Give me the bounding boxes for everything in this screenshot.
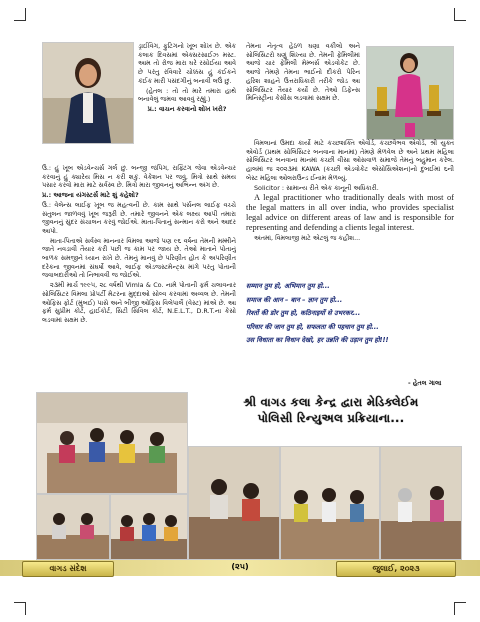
poem-line: रिश्तों की डोर तुम हो, कठिनाइयों से उभरकर... xyxy=(246,309,361,317)
paragraph: વિમલાનાં ઉમદા કાર્યો માટે કચ્છશક્તિ એવોર્ડ, કચ્છવૈભવ એવોર્ડ, શ્રી યુક્ત એવોર્ડ (પ્રથમ સોલિસિટર બનવાના માનમાં) તેમણે મેળવેલ છે અને પ્રથમ મહિલા સોલિસિટર બનવાના માનમાં કચ્છી વીસા ઓસવાળ સમાજે તેમનું બહુમાન કરેલ. હાલમાં જ ૨૦૨૩માં KAWA (કચ્છી એડવોકેટ એસોસિએશન)નો દુબઈમાં ૬ની બેસ્ટ મહિલા ઓલરાઉન્ડ ઈનામ મેળવ્યું. xyxy=(246,139,454,182)
banner-line-1: શ્રી વાગડ કલા કેન્દ્ર દ્વારા મેડિક્લેઈમ xyxy=(243,395,419,409)
event-photo-hall xyxy=(280,446,380,560)
event-photo-office-large xyxy=(36,392,188,494)
paragraph: ૨૩મી માર્ચ ૧૯૯૫, ૨૮ વર્ષથી Vimla & Co. નામે પોતાની ફર્મ ચલાવનાર સોલિસિટર વિમલા પ્રોપર્ટી મેટરના મુદ્દાઓ સોલ્વ કરવામાં અવ્વલ છે. તેમની ઓફિસ ફોર્ટ (મુંબઈ) પાસે અને બીજી ઓફિસ વિલેપાર્લે (વેસ્ટ) માંએ છે. આ ફર્મ સુપ્રીમ કોર્ટ, હાઈકોર્ટ, સિટી સિવિલ કોર્ટ, N.E.L.T., D.R.T.ના કેસો લડવામાં સક્ષમ છે. xyxy=(42,281,236,324)
event-photo-illustration xyxy=(37,393,187,493)
article-column-left-top xyxy=(138,42,236,164)
english-definition: A legal practitioner who traditionally deals with most of the legal matters in all over india, who provides specialist legal advice on different areas of law and is responsible for representing and defending a clients legal interest. xyxy=(246,193,454,233)
poem-line: समाज की आन – बान – ज्ञान तुम हो... xyxy=(246,295,343,304)
page-footer xyxy=(0,560,480,576)
paragraph: Solicitor : સામાન્ય રીતે એક કાનૂની અધિકારી. xyxy=(254,183,379,192)
crop-mark-tl-h xyxy=(14,20,26,21)
poem-line: सम्मान तुम हो, अभिमान तुम हो... xyxy=(246,282,330,290)
page-number: (૨૫) xyxy=(231,562,249,571)
question-heading: પ્ર.: આજના યંગસ્ટર્સ માટે શું કહેશો? xyxy=(42,191,139,200)
poem-line: परिवार की जान तुम हो, सफलता की पहचान तुम हो... xyxy=(246,322,379,331)
portrait-photo-trophies xyxy=(366,46,454,140)
paragraph: ઉ.: હું ખૂબ એડવેન્ચર્સ ગર્લ છું. બન્જી જંપિંગ, રાફ્ટિંગ જેવા એડવેન્ચર કરવાનું હું ક્યારેય મિસ ન કરી શકું. વેકેશન પર જવું, મિત્રો સાથે સમય પસાર કરવો મારા માટે સર્વસ્વ છે. મિત્રો મારા જીવનનું અભિન્ન અંગ છે. xyxy=(42,164,236,190)
registration-illustration xyxy=(189,447,279,559)
photo-section-banner xyxy=(186,394,476,442)
paragraph: માતા-પિતાએ સર્વસ્વ માનનાર વિમલા આજે પણ ૯૬ વર્ષના તેમની મમ્મીને જાતે નવડાવી તૈયાર કરી પછી જ કામ પર જાય છે. તેઓ માતાને પોતાનું બાળક સમજીને ધ્યાન રાખે છે. તેમનું માનવું છે પરિણીત હોત કે અપરિણીત દરેકના જીવનમાં સંઘર્ષો આવે, લાઈફ એડજસ્ટમેન્ટ્સ માંગે પરંતુ પોતાની જવાબદારીઓ તો નિભાવવી જ જોઈએ. xyxy=(42,236,236,280)
trophy-illustration xyxy=(367,47,453,139)
author-signature: - હેતલ ગાલા xyxy=(408,379,442,387)
banner-line-2: પોલિસી રિન્યુઅલ પ્રક્રિયાના... xyxy=(257,411,405,425)
article-column-left xyxy=(42,164,236,388)
paragraph: ઉ.: વેલેન્સ લાઈફ ખૂબ જ મહત્વની છે. કામ સાથે પર્સનલ લાઈફ વચ્ચે સંતુલન જાળવવું ખૂબ જરૂરી છે. તમારે જીવનને એક લક્ષ્ય આપી તમારા જીવનનું સુંદર સંચાલન કરવું જોઈએ. માતા-પિતાનું સન્માન કરો અને આદર આપો. xyxy=(42,200,236,235)
portrait-photo-left xyxy=(42,42,134,144)
elderly-illustration xyxy=(381,447,461,559)
article-column-right-top xyxy=(246,42,360,138)
crop-mark-tr-h xyxy=(454,20,466,21)
crop-mark-br-v xyxy=(454,603,455,615)
poem-block xyxy=(246,280,456,376)
event-photo-elderly xyxy=(380,446,462,560)
article-column-right xyxy=(246,139,454,279)
crop-mark-bl-v xyxy=(25,603,26,615)
question-heading: પ્ર.: વાચન કરવાનો શોખ ખરો? xyxy=(147,104,227,113)
crop-mark-tr-v xyxy=(454,8,455,20)
closing-line: અંતમાં, વિમલાજી માટે એટલું જ કહીશ... xyxy=(254,234,361,243)
poem-line: उस विधाता का विधान देखो, हर उन्नति की उड़ान तुम हो!!! xyxy=(246,336,389,344)
crop-mark-br-h xyxy=(454,602,466,603)
paragraph: (હેતલ : તો તો મારે તમારા હાથે બનાવેલું જમવા આવવું રહ્યું.) xyxy=(138,86,236,104)
crop-mark-tl-v xyxy=(25,8,26,20)
paragraph: ડ્રાઈવિંગ, ફુટિંગનો ખૂબ શોખ છે. એક કલાક દિવસમાં એક્સરસાઈઝ મસ્ટ. આમ તો રોજ મારા ઘરે રસોઈયા આવે છે પરંતુ રવિવારે ચોક્કસ હું કંઈકને કંઈક મારી પસંદગીનું બનાવી લઉં છું. xyxy=(138,42,236,85)
issue-date-tab: જુલાઈ, ૨૦૨૩ xyxy=(336,561,456,577)
event-photo-registration xyxy=(188,446,280,560)
hall-illustration xyxy=(281,447,379,559)
event-photo-desk xyxy=(36,494,110,560)
event-photo-group xyxy=(110,494,188,560)
group-illustration xyxy=(111,495,187,559)
portrait-illustration-left xyxy=(43,43,133,143)
paragraph: તેમના નેતૃત્વ હેઠળ ઘણા વકીલો અને સોલિસિટરો ઘણું શિખ્યા છે. તેમની ફેમિલીમાં આજે ચાર ફેમિલી મેમ્બર્સ એડવોકેટ છે. આજે તેમણે તેમના ભાઈનો દીકરો પેરિન હરિશ શાહને ઉત્તરાધિકારી તરીકે જોડ આ સોલિસિટર તૈયાર કર્યો છે. તેઓ ડિફેન્સ મિનિસ્ટ્રીના કેસીસ લડવામાં સક્ષમ છે. xyxy=(246,42,360,103)
magazine-name-tab: વાગડ સંદેશ xyxy=(22,561,114,577)
desk-illustration xyxy=(37,495,109,559)
